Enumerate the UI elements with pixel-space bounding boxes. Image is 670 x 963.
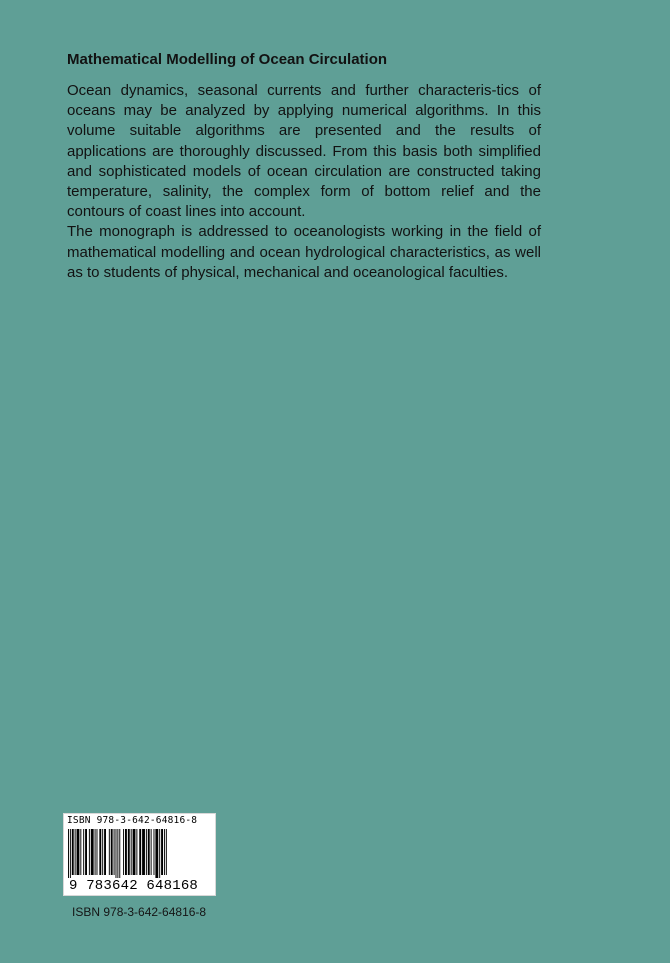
barcode-bar	[95, 829, 96, 875]
barcode-bar	[104, 829, 106, 875]
book-title: Mathematical Modelling of Ocean Circulation	[67, 51, 388, 68]
barcode-bar	[68, 829, 69, 878]
description-paragraph-2: The monograph is addressed to oceanologists working in the field of mathematical modelling and ocean hydrological characteristics, as well as to students of physical, mechanical and oceanological faculties.	[67, 223, 541, 281]
barcode-bar	[133, 829, 136, 875]
description-paragraph-1: Ocean dynamics, seasonal currents and further characteris-tics of oceans may be analyzed by applying numerical algorithms. In this volume suitable algorithms are presented and the results of applications are thoroughly discussed. From this basis both simplified and sophisticated models of ocean circulation are constructed taking temperature, salinity, the complex form of bottom relief and the contours of coast lines into account.	[67, 82, 541, 221]
barcode-bar	[77, 829, 80, 875]
barcode-bar	[142, 829, 145, 875]
barcode-bar	[89, 829, 90, 875]
barcode-isbn-label: ISBN 978-3-642-64816-8	[67, 815, 198, 826]
barcode-bar	[80, 829, 81, 875]
barcode-bar	[125, 829, 127, 875]
barcode-bar	[114, 829, 115, 875]
isbn-text: ISBN 978-3-642-64816-8	[72, 905, 207, 919]
barcode-bar	[75, 829, 76, 875]
barcode-bar	[117, 829, 118, 878]
barcode-bar	[97, 829, 98, 875]
barcode-bars	[67, 829, 214, 878]
barcode-bar	[139, 829, 141, 875]
barcode-bar	[109, 829, 110, 875]
barcode-bar	[91, 829, 94, 875]
barcode-bar	[99, 829, 101, 875]
barcode-bar	[70, 829, 71, 878]
barcode-bar	[111, 829, 113, 875]
barcode-bar	[148, 829, 150, 875]
barcode-bar	[119, 829, 120, 878]
barcode-bar	[146, 829, 147, 875]
barcode-bar	[123, 829, 124, 875]
barcode-bar	[136, 829, 137, 875]
description-text	[67, 81, 541, 283]
barcode-bar	[159, 829, 160, 878]
barcode-bar	[164, 829, 165, 875]
barcode-bar	[85, 829, 87, 875]
barcode-bar	[166, 829, 167, 875]
barcode-bar	[154, 829, 155, 875]
barcode-bar	[102, 829, 103, 875]
barcode-digits: 9 783642 648168	[69, 878, 199, 894]
barcode-bar	[155, 829, 158, 878]
isbn-barcode	[63, 813, 216, 896]
barcode-bar	[128, 829, 130, 875]
barcode-bar	[116, 829, 117, 878]
barcode-bar	[151, 829, 152, 875]
barcode-bar	[161, 829, 163, 875]
barcode-bar	[83, 829, 84, 875]
barcode-bar	[72, 829, 74, 875]
barcode-bar	[131, 829, 132, 875]
